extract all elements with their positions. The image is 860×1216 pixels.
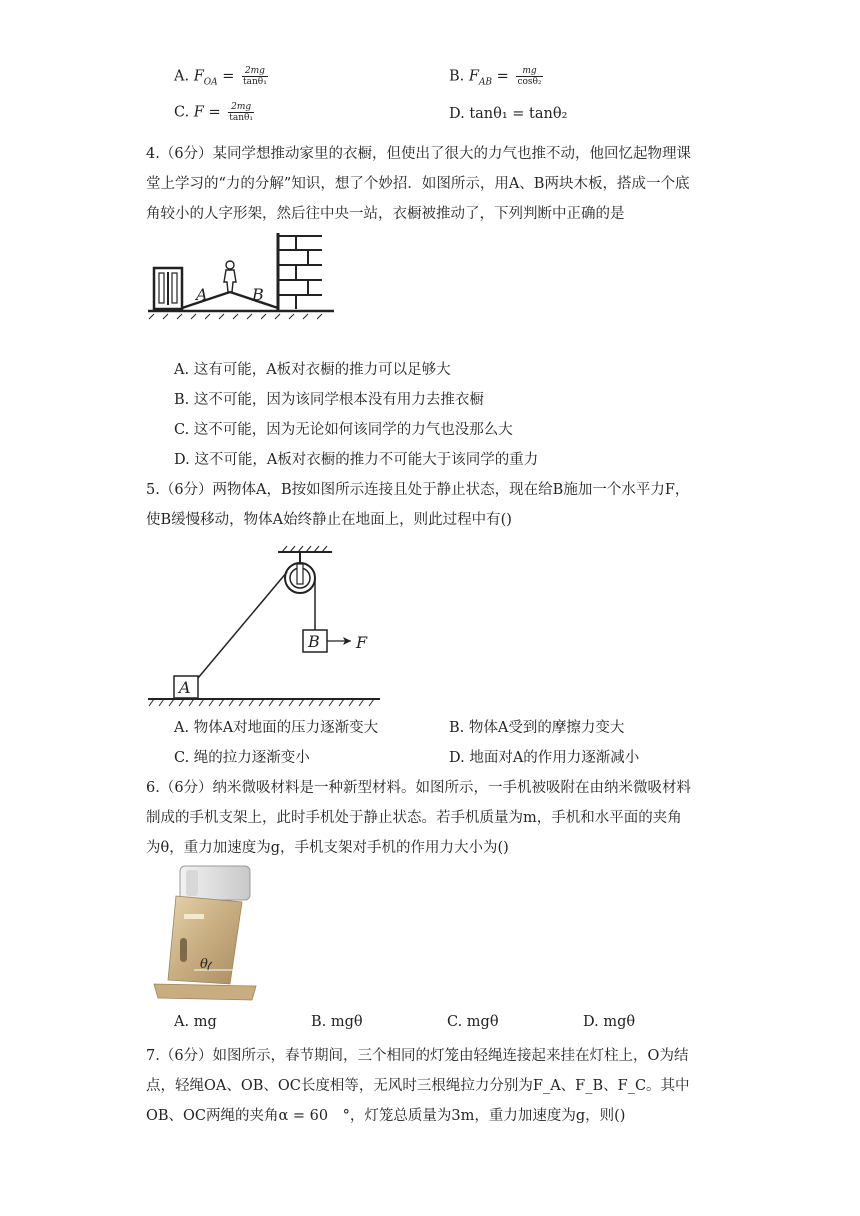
q6-figure <box>146 862 258 1002</box>
q4-option-b[interactable]: B. 这不可能，因为该同学根本没有用力去推衣橱 <box>174 392 484 408</box>
q7-text-line: OB、OC两绳的夹角α = 60 °，灯笼总质量为3m，重力加速度为g，则() <box>146 1108 626 1124</box>
q4-option-d[interactable]: D. 这不可能，A板对衣橱的推力不可能大于该同学的重力 <box>174 452 539 468</box>
q5-option-c[interactable]: C. 绳的拉力逐渐变小 <box>174 750 310 766</box>
q4-text-line: 4.（6分）某同学想推动家里的衣橱，但使出了很大的力气也推不动，他回忆起物理课 <box>146 146 692 162</box>
q3-option-a[interactable]: A. $F_{OA}$ = $\frac{2mg}{\text{tanθ₁}}$ <box>174 66 267 88</box>
fraction: $\frac{2mg}{\text{tanθ₁}}$ <box>243 66 267 87</box>
q6-option-b[interactable]: B. mgθ <box>311 1014 363 1030</box>
q5-option-d[interactable]: D. 地面对A的作用力逐渐减小 <box>449 750 640 766</box>
label-a: A <box>196 285 208 304</box>
wall-bricks <box>278 236 322 309</box>
q3-option-d[interactable]: D. tanθ₁ = tanθ₂ <box>449 106 568 122</box>
q5-figure <box>146 540 386 710</box>
label-b: B <box>252 285 264 304</box>
q4-figure <box>146 230 336 320</box>
q3-option-b[interactable]: B. $F_{AB}$ = $\frac{mg}{\text{cosθ₂}}$ <box>449 66 542 88</box>
q6-text-line: 6.（6分）纳米微吸材料是一种新型材料。如图所示，一手机被吸附在由纳米微吸材料 <box>146 780 692 796</box>
q4-text-line: 角较小的人字形架，然后往中央一站，衣橱被推动了，下列判断中正确的是 <box>146 206 625 222</box>
q6-option-a[interactable]: A. mg <box>174 1014 217 1030</box>
q7-text-line: 7.（6分）如图所示，春节期间，三个相同的灯笼由轻绳连接起来挂在灯柱上，O为结 <box>146 1048 689 1064</box>
rope-a <box>198 572 287 678</box>
label-f: F <box>356 633 368 652</box>
q6-option-c[interactable]: C. mgθ <box>447 1014 499 1030</box>
q4-option-a[interactable]: A. 这有可能，A板对衣橱的推力可以足够大 <box>174 362 451 378</box>
q5-option-a[interactable]: A. 物体A对地面的压力逐渐变大 <box>174 720 379 736</box>
q6-text-line: 为θ，重力加速度为g，手机支架对手机的作用力大小为() <box>146 840 509 856</box>
person-icon <box>224 261 236 292</box>
label-b: B <box>308 632 320 651</box>
label-a: A <box>179 678 191 697</box>
q5-text-line: 5.（6分）两物体A，B按如图所示连接且处于静止状态，现在给B施加一个水平力F， <box>146 482 690 498</box>
ground-hatch <box>149 314 322 319</box>
q4-text-line: 堂上学习的“力的分解”知识，想了个妙招．如图所示，用A、B两块木板，搭成一个底 <box>146 176 690 192</box>
q6-option-d[interactable]: D. mgθ <box>583 1014 636 1030</box>
q7-text-line: 点，轻绳OA、OB、OC长度相等，无风时三根绳拉力分别为F_A、F_B、F_C。其中 <box>146 1078 690 1094</box>
fraction: $\frac{2mg}{\text{tanθ₁}}$ <box>229 102 254 123</box>
fraction: $\frac{mg}{\text{cosθ₂}}$ <box>517 66 542 87</box>
q3-option-c[interactable]: C. F = $\frac{2mg}{\text{tanθ₁}}$ <box>174 102 254 123</box>
q5-text-line: 使B缓慢移动，物体A始终静止在地面上，则此过程中有() <box>146 512 512 528</box>
label-theta: θ <box>200 957 208 972</box>
q4-option-c[interactable]: C. 这不可能，因为无论如何该同学的力气也没那么大 <box>174 422 513 438</box>
q5-option-b[interactable]: B. 物体A受到的摩擦力变大 <box>449 720 625 736</box>
q6-text-line: 制成的手机支架上，此时手机处于静止状态。若手机质量为m，手机和水平面的夹角 <box>146 810 682 826</box>
